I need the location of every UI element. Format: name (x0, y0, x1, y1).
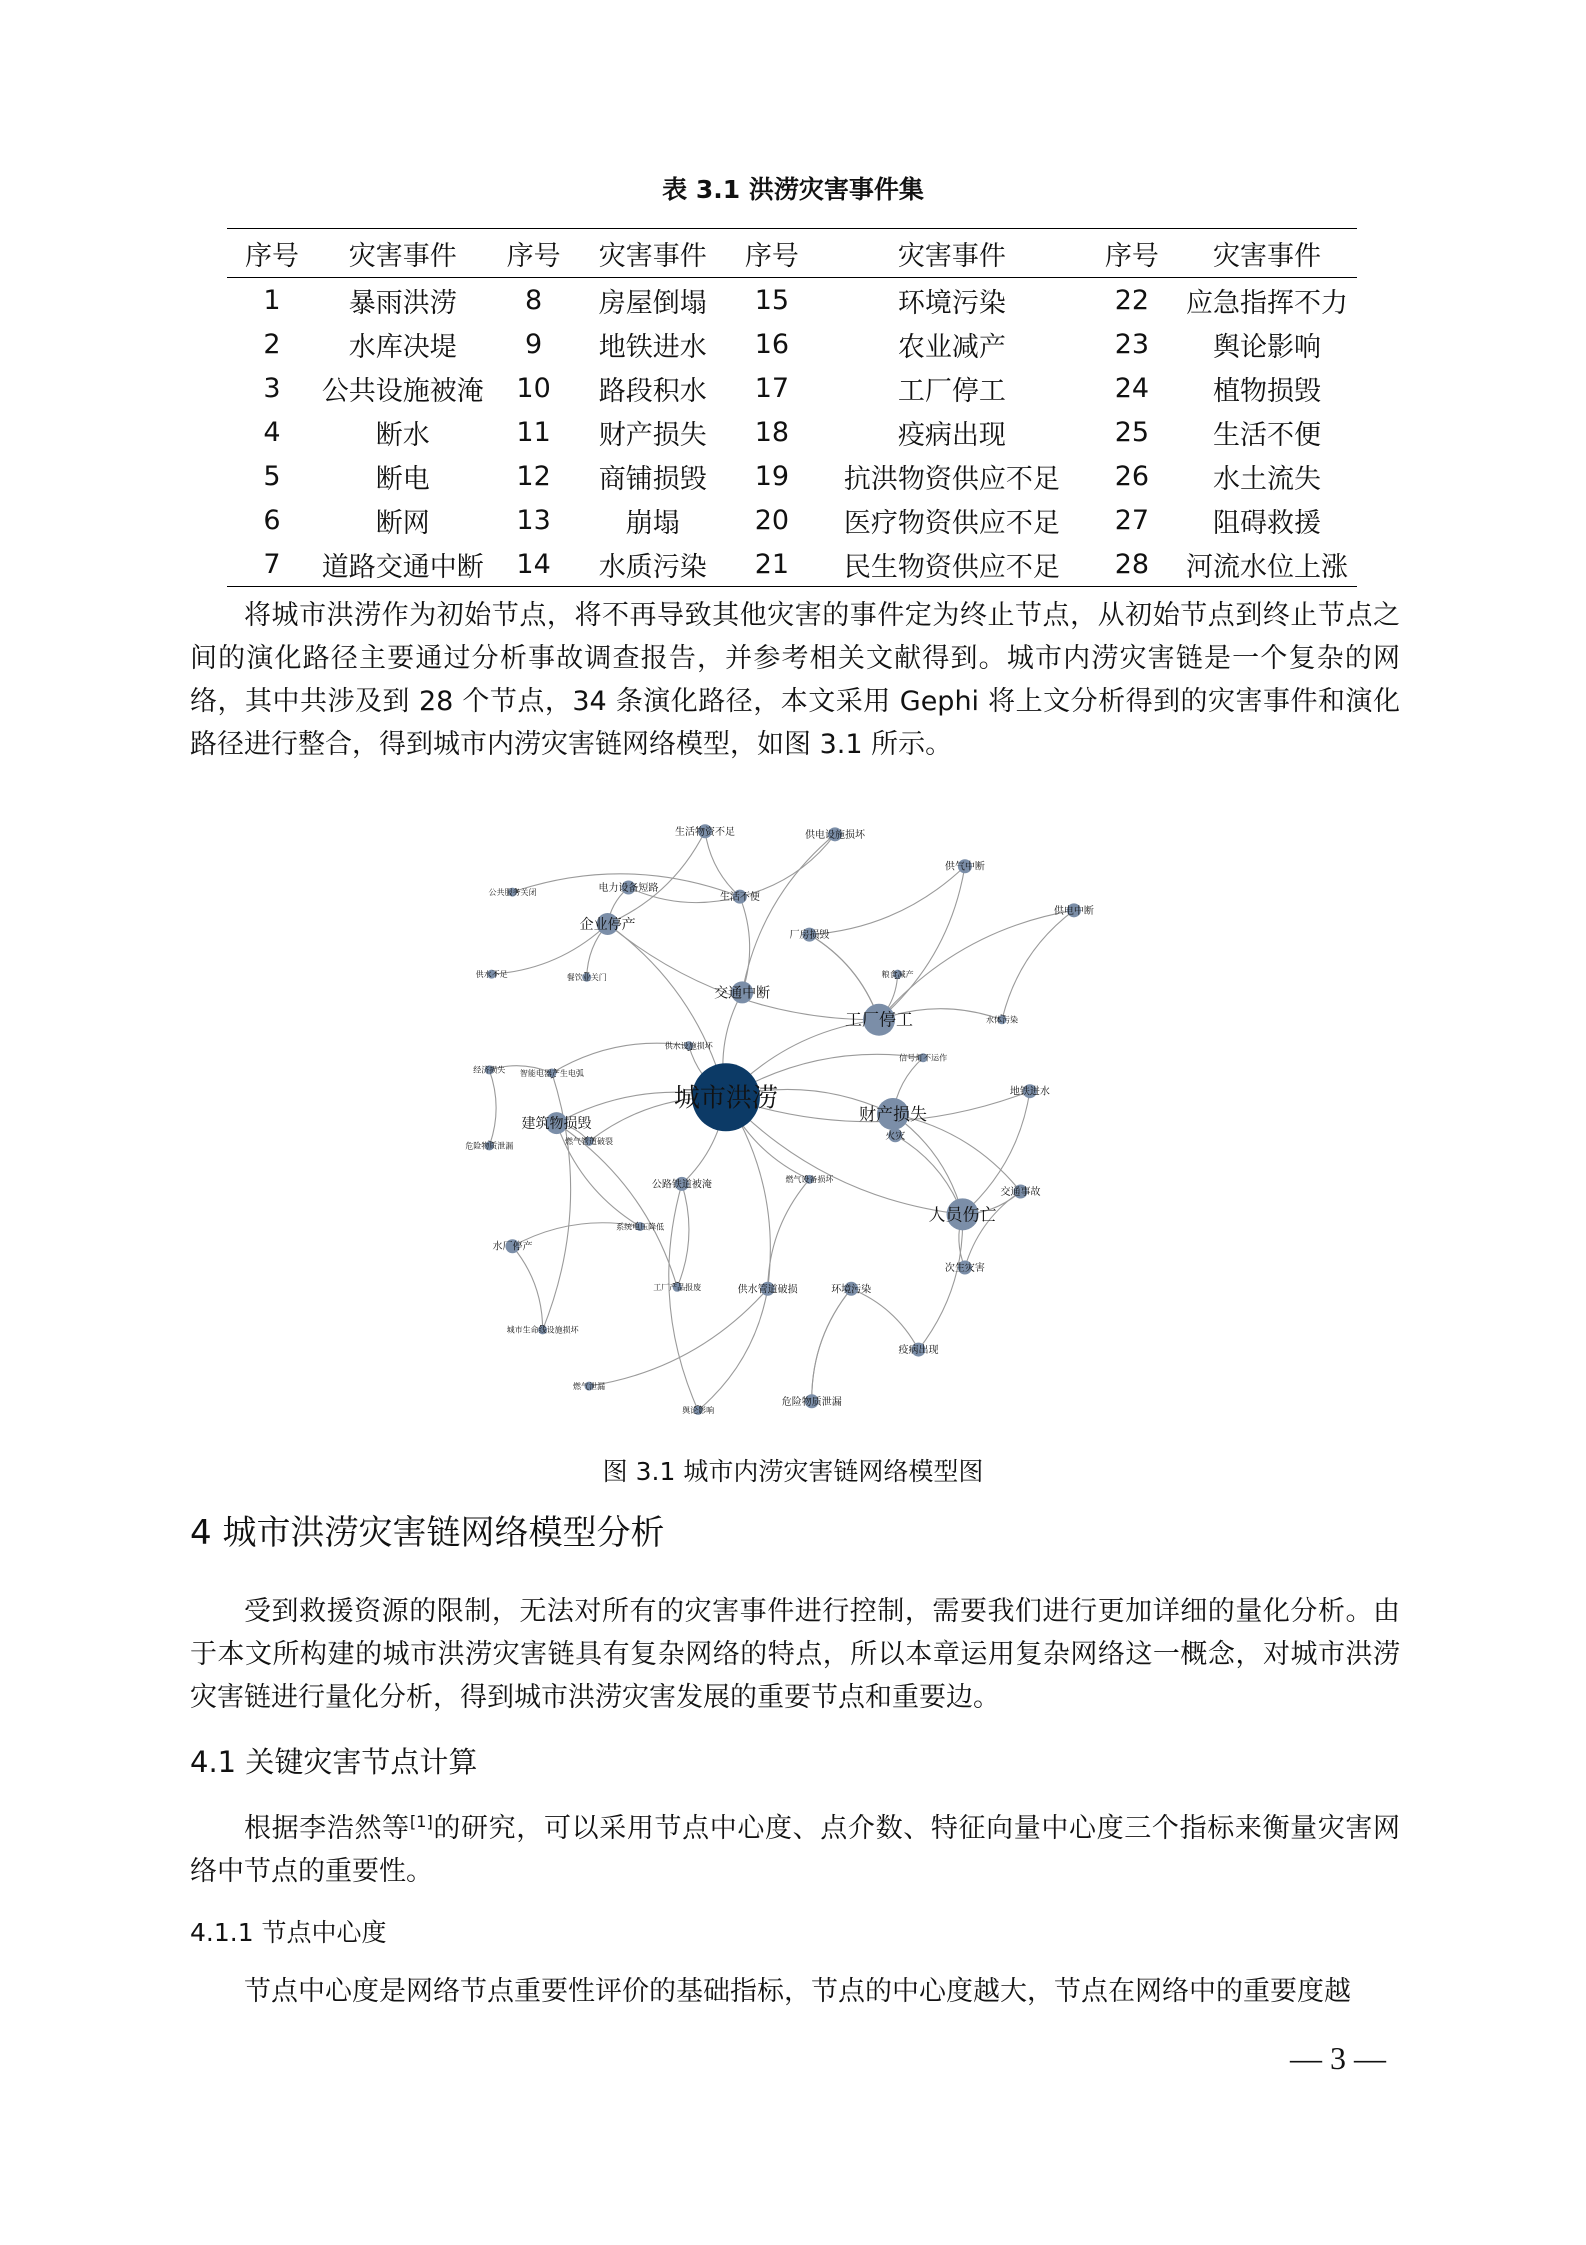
network-node-label: 交通中断 (714, 985, 771, 1002)
table-cell: 10 (516, 372, 551, 404)
table-cell: 暴雨洪涝 (348, 287, 457, 319)
table-cell: 5 (263, 460, 281, 492)
table-cell: 17 (754, 372, 790, 404)
network-node-label: 工厂停工 (845, 1010, 914, 1031)
network-edge (698, 1289, 768, 1411)
network-node-label: 供水设施损坏 (664, 1041, 713, 1051)
figure-caption: 图 3.1 城市内涝灾害链网络模型图 (602, 1457, 984, 1486)
section-4-paragraph (190, 1590, 1400, 1719)
network-figure (440, 800, 1160, 1440)
table-row (227, 454, 1357, 498)
table-cell: 财产损失 (598, 419, 707, 451)
network-node-label: 供水管道破损 (737, 1284, 798, 1296)
table-cell: 4 (263, 416, 281, 448)
table-cell: 11 (516, 416, 551, 448)
network-node-label: 工厂产品报废 (653, 1283, 702, 1293)
network-node-label: 燃气管道破裂 (565, 1137, 614, 1147)
table-cell: 9 (524, 328, 543, 360)
network-edge (608, 924, 879, 1020)
table-row (227, 366, 1357, 410)
table-cell: 河流水位上涨 (1185, 551, 1348, 583)
table-cell: 14 (516, 548, 551, 580)
network-node-label: 电力设备短路 (598, 883, 659, 895)
section-4-1-text-after: 的研究，可以采用节点中心度、点介数、特征向量中心度三个指标来衡量灾害网络中节点的重要性。 (190, 1813, 1401, 1887)
table-header: 灾害事件 (897, 240, 1006, 272)
network-node-label: 城市生命线设施损坏 (506, 1325, 579, 1335)
network-node-label: 次生灾害 (944, 1263, 985, 1275)
network-node-label: 燃气泄漏 (573, 1381, 606, 1391)
network-node-label: 建筑物损毁 (521, 1116, 592, 1133)
table-cell: 崩塌 (625, 507, 680, 539)
table-row (227, 498, 1357, 542)
network-node-label: 人员伤亡 (928, 1205, 997, 1226)
network-edge (879, 866, 965, 1020)
network-edge (809, 935, 879, 1020)
table-header: 灾害事件 (348, 240, 457, 272)
table-cell: 应急指挥不力 (1185, 287, 1348, 319)
table-cell: 2 (263, 328, 281, 360)
table-header: 灾害事件 (1212, 240, 1321, 272)
section-4-paragraph-text: 受到救援资源的限制，无法对所有的灾害事件进行控制，需要我们进行更加详细的量化分析。由于本文所构建的城市洪涝灾害链具有复杂网络的特点，所以本章运用复杂网络这一概念，对城市洪涝灾害链进行量化分析，得到城市洪涝灾害发展的重要节点和重要边。 (190, 1596, 1400, 1713)
network-node-label: 生活物资不足 (675, 826, 736, 838)
network-edge (742, 834, 835, 992)
network-node-label: 经济损失 (473, 1065, 506, 1075)
network-edge (512, 1246, 542, 1330)
table-cell: 工厂停工 (897, 375, 1006, 407)
network-edge (740, 834, 835, 896)
network-edge (851, 1289, 918, 1350)
table-cell: 道路交通中断 (321, 551, 484, 583)
network-node-label: 公共服务关闭 (488, 887, 537, 897)
network-edge (918, 1214, 962, 1349)
table-cell: 26 (1114, 460, 1150, 492)
table-cell: 商铺损毁 (598, 463, 707, 495)
network-edge (768, 1179, 810, 1288)
table-cell: 舆论影响 (1212, 331, 1321, 363)
network-node-label: 生活不便 (719, 892, 760, 904)
paragraph-intro-text: 将城市洪涝作为初始节点，将不再导致其他灾害的事件定为终止节点，从初始节点到终止节点之间的演化路径主要通过分析事故调查报告，并参考相关文献得到。城市内涝灾害链是一个复杂的网络，其中共涉及到 28 个节点，34 条演化路径，本文采用 Gephi 将上文分析得到的灾害事件和演化路径进行整合，得到城市内涝灾害链网络模型，如图 3.1 所示。 (190, 600, 1400, 760)
network-edge (809, 935, 879, 1020)
table-cell: 农业减产 (897, 331, 1006, 363)
table-row (227, 278, 1357, 323)
table-cell: 15 (754, 284, 790, 316)
table-cell: 医疗物资供应不足 (843, 507, 1060, 539)
table-cell: 13 (516, 504, 551, 536)
network-edge (608, 831, 705, 924)
table-cell: 3 (263, 372, 281, 404)
table-cell: 路段积水 (598, 375, 707, 407)
network-node-label: 环境污染 (831, 1284, 872, 1296)
table-cell: 地铁进水 (598, 331, 707, 363)
network-node-label: 供气中断 (944, 861, 985, 873)
table-cell: 25 (1114, 416, 1150, 448)
network-edge (557, 1123, 678, 1287)
page-number: — 3 — (1290, 2040, 1386, 2076)
table-header: 序号 (245, 240, 299, 272)
table-cell: 阻碍救援 (1212, 507, 1321, 539)
network-node-label: 危险物质泄漏 (781, 1396, 842, 1408)
table-cell: 23 (1114, 328, 1150, 360)
section-4-1-1-heading: 4.1.1 节点中心度 (190, 1918, 387, 1947)
network-node-label: 水体污染 (986, 1015, 1018, 1025)
table-cell: 水库决堤 (348, 331, 457, 363)
section-4-1-1-text: 节点中心度是网络节点重要性评价的基础指标，节点的中心度越大，节点在网络中的重要度越 (244, 1976, 1351, 2007)
network-node-label: 交通事故 (1000, 1187, 1041, 1199)
network-edge (669, 1184, 698, 1410)
network-node-label: 城市洪涝 (673, 1083, 778, 1114)
table-cell: 20 (754, 504, 790, 536)
table-cell: 28 (1114, 548, 1150, 580)
network-edge (489, 1070, 496, 1146)
network-node-label: 粮食减产 (881, 969, 914, 979)
network-node-label: 疫病出现 (898, 1345, 939, 1357)
table-row (227, 542, 1357, 587)
network-node-label: 供水不足 (475, 969, 508, 979)
network-edge (812, 1289, 851, 1401)
table-cell: 21 (754, 548, 790, 580)
network-edge (879, 910, 1074, 1019)
network-edge (543, 1073, 571, 1330)
network-node-label: 智能电器产生电弧 (519, 1068, 584, 1078)
table-cell: 8 (524, 284, 543, 316)
section-4-1-1-paragraph (190, 1970, 1400, 2013)
section-4-1-text-before: 根据李浩然等 (244, 1813, 410, 1844)
table-cell: 16 (754, 328, 790, 360)
network-node-label: 系统电压降低 (616, 1222, 665, 1232)
network-edge (809, 866, 964, 934)
table-cell: 环境污染 (897, 287, 1006, 319)
table-cell: 1 (263, 284, 281, 316)
table-header: 序号 (1104, 240, 1159, 272)
table-cell: 水土流失 (1212, 463, 1321, 495)
section-4-1-heading: 4.1 关键灾害节点计算 (190, 1745, 478, 1779)
network-edge (893, 1114, 963, 1214)
network-node-label: 地铁进水 (1009, 1086, 1050, 1098)
section-4-heading: 4 城市洪涝灾害链网络模型分析 (190, 1513, 665, 1553)
table-cell: 水质污染 (598, 551, 707, 583)
network-node-label: 财产损失 (858, 1104, 927, 1125)
table-cell: 12 (516, 460, 551, 492)
table-header: 序号 (506, 240, 561, 272)
table-cell: 公共设施被淹 (321, 375, 484, 407)
table-cell: 抗洪物资供应不足 (843, 463, 1060, 495)
table-caption: 表 3.1 洪涝灾害事件集 (662, 175, 924, 204)
table-cell: 27 (1114, 504, 1150, 536)
table-row (227, 410, 1357, 454)
table-cell: 植物损毁 (1212, 375, 1321, 407)
network-edge (677, 1184, 689, 1287)
table-cell: 房屋倒塌 (598, 287, 707, 319)
table-header: 序号 (744, 240, 799, 272)
network-node-label: 舆论影响 (682, 1406, 715, 1416)
network-node-label: 水厂停产 (492, 1241, 533, 1253)
network-node-label: 企业停产 (579, 916, 636, 933)
network-edge (726, 1097, 963, 1214)
table-cell: 断电 (375, 463, 430, 495)
disaster-events-table (227, 228, 1357, 587)
network-node-label: 燃气设备损坏 (785, 1175, 834, 1185)
network-node-label: 供电设施损坏 (804, 829, 865, 841)
network-edge (893, 1114, 1021, 1192)
network-node-label: 火灾 (885, 1130, 906, 1142)
table-cell: 22 (1114, 284, 1150, 316)
network-nodes (465, 824, 1094, 1415)
network-edge (589, 1289, 768, 1386)
network-node-label: 餐饮业关门 (566, 973, 607, 982)
network-node-label: 危险物质泄漏 (465, 1141, 514, 1151)
table-cell: 生活不便 (1212, 419, 1321, 451)
section-4-1-paragraph (190, 1800, 1400, 1893)
table-cell: 6 (263, 504, 281, 536)
table-header: 灾害事件 (598, 240, 707, 272)
table-cell: 19 (754, 460, 790, 492)
table-row (227, 322, 1357, 366)
network-node-label: 供电中断 (1053, 905, 1094, 917)
table-cell: 疫病出现 (897, 419, 1006, 451)
table-cell: 7 (263, 548, 281, 580)
network-edge (812, 1289, 851, 1401)
network-node-label: 公路铁道被淹 (651, 1179, 712, 1191)
table-cell: 断网 (375, 507, 430, 539)
citation-link[interactable]: [1] (409, 1812, 433, 1831)
table-header-row (227, 229, 1357, 278)
paragraph-intro (190, 594, 1400, 766)
network-node-label: 厂房损毁 (789, 930, 830, 942)
table-cell: 断水 (375, 419, 430, 451)
table-cell: 24 (1114, 372, 1150, 404)
table-cell: 民生物资供应不足 (843, 551, 1060, 583)
table-cell: 18 (754, 416, 790, 448)
network-node-label: 信号灯不运作 (899, 1053, 948, 1063)
